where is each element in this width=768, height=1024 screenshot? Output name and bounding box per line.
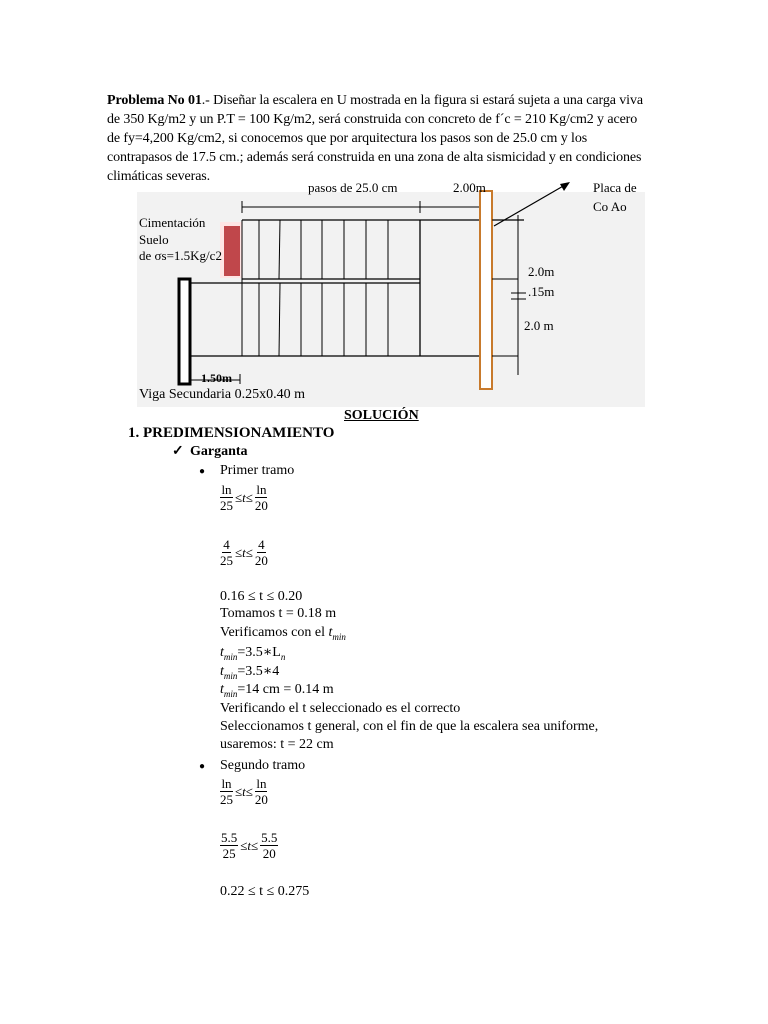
frac-num: 4 <box>258 537 265 552</box>
seleccionamos-line: Seleccionamos t general, con el fin de que la escalera sea uniforme, <box>220 719 599 734</box>
fraction-row-4 <box>220 830 278 861</box>
frac-den: 20 <box>254 498 268 513</box>
t-symbol: t <box>220 645 224 660</box>
inequality: ≤t≤ <box>235 783 253 799</box>
frac-den: 25 <box>220 792 233 807</box>
fraction-row-1 <box>220 482 268 513</box>
verif-text: Verificamos con el <box>220 625 329 640</box>
usaremos-line: usaremos: t = 22 cm <box>220 737 334 752</box>
tmin-eq-2 <box>220 663 279 681</box>
eq-text: =14 cm = 0.14 m <box>237 682 334 697</box>
label-150: 1.50m <box>201 371 232 385</box>
solution-title: SOLUCIÓN <box>344 408 419 423</box>
staircase-figure <box>0 0 768 420</box>
frac-num: ln <box>256 776 267 791</box>
frac-num: ln <box>256 482 267 497</box>
frac-num: 4 <box>223 537 230 552</box>
eq-text: =3.5∗4 <box>237 664 280 679</box>
tmin-eq-1 <box>220 644 285 662</box>
frac-den: 25 <box>220 553 233 568</box>
checkmark-icon: ✓ <box>172 444 184 459</box>
range-1: 0.16 ≤ t ≤ 0.20 <box>220 589 303 604</box>
label-placa-1: Placa de <box>593 180 637 195</box>
section-heading: 1. PREDIMENSIONAMIENTO <box>128 425 335 441</box>
subsection-label: Garganta <box>190 444 248 459</box>
tramo2-label: Segundo tramo <box>220 758 306 773</box>
t-subscript: min <box>223 651 238 662</box>
t-subscript: min <box>223 670 238 681</box>
frac-num: 5.5 <box>261 830 278 845</box>
label-200: 2.00m <box>453 180 486 195</box>
label-height-1: 2.0m <box>528 264 555 279</box>
fraction-row-2 <box>220 537 268 568</box>
t-symbol: t <box>220 682 224 697</box>
eq-text: =3.5∗L <box>237 645 281 660</box>
problem-title: Problema No 01 <box>107 93 202 108</box>
frac-den: 20 <box>262 846 276 861</box>
verificando-line: Verificando el t seleccionado es el correcto <box>220 701 461 716</box>
inequality: ≤t≤ <box>235 489 253 505</box>
tmin-eq-3 <box>220 682 334 699</box>
t-subscript: min <box>332 631 346 642</box>
label-soil-stress: de σs=1.5Kg/c2 <box>139 248 222 263</box>
frac-den: 20 <box>254 792 268 807</box>
verificamos-line <box>220 625 346 642</box>
inequality: ≤t≤ <box>240 837 259 853</box>
label-placa-2: Co Ao <box>593 199 627 214</box>
label-suelo: Suelo <box>139 232 169 247</box>
tramo1-label: Primer tramo <box>220 463 295 478</box>
eq-subscript: n <box>280 651 286 662</box>
label-viga: Viga Secundaria 0.25x0.40 m <box>139 387 305 402</box>
label-cimentacion: Cimentación <box>139 215 206 230</box>
frac-num: ln <box>221 776 232 791</box>
problem-text: .- Diseñar la escalera en U mostrada en la figura si estará sujeta a una carga viva de 350 Kg/m2 y un P.T = 100 Kg/m2, será construida con concreto de f´c = 210 Kg/cm2 y acero de fy=4,200 Kg/cm2, si conocemos que por arquitectura los pasos son de 25.0 cm y los contrapasos de 17.5 cm.; además será construida en una zona de alta sismicidad y en condiciones climáticas severas. <box>107 93 643 184</box>
tomamos-line: Tomamos t = 0.18 m <box>220 606 337 621</box>
inequality: ≤t≤ <box>235 544 253 560</box>
range-2: 0.22 ≤ t ≤ 0.275 <box>220 884 310 899</box>
label-height-landing: .15m <box>528 284 555 299</box>
t-symbol: t <box>220 664 224 679</box>
bullet-icon: ● <box>199 466 206 477</box>
shear-wall <box>480 191 492 389</box>
frac-num: 5.5 <box>221 830 238 845</box>
frac-den: 25 <box>220 498 233 513</box>
fraction-row-3 <box>220 776 268 807</box>
frac-den: 20 <box>254 553 268 568</box>
secondary-beam <box>179 279 190 384</box>
t-symbol: t <box>328 625 333 640</box>
label-height-2: 2.0 m <box>524 318 554 333</box>
t-subscript: min <box>223 688 238 699</box>
frac-den: 25 <box>222 846 236 861</box>
bullet-icon: ● <box>199 761 206 772</box>
label-pasos: pasos de 25.0 cm <box>308 180 398 195</box>
subsection-heading <box>172 443 248 460</box>
frac-num: ln <box>221 482 232 497</box>
foundation-block <box>224 226 240 276</box>
